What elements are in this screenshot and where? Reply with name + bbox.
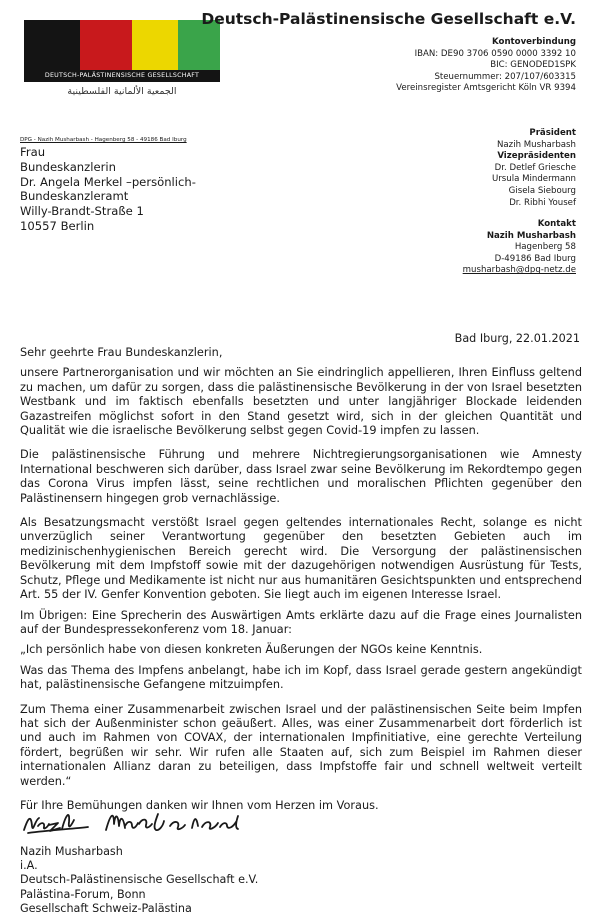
- vice-president: Dr. Ribhi Yousef: [509, 197, 576, 208]
- closing-block: [20, 845, 258, 916]
- body-paragraph: Im Übrigen: Eine Sprecherin des Auswärtigen Amts erklärte dazu auf die Frage eines Journalisten auf der Bundespressekonferenz vom 18. Januar:: [20, 608, 582, 636]
- organization-logo: [24, 20, 220, 82]
- logo-bar-text: DEUTSCH-PALÄSTINENSISCHE GESELLSCHAFT: [24, 70, 220, 82]
- handwritten-signature: [22, 806, 252, 840]
- signer-organization: Deutsch-Palästinensische Gesellschaft e.V.: [20, 873, 259, 887]
- vice-presidents-heading: Vizepräsidenten: [497, 151, 576, 162]
- recipient-line: Frau: [20, 145, 46, 159]
- vice-president: Ursula Mindermann: [491, 174, 576, 185]
- bank-iban: IBAN: DE90 3706 0590 0000 3392 10: [414, 48, 576, 59]
- body-paragraph: Als Besatzungsmacht verstößt Israel gegen geltendes internationales Recht, solange es nicht unverzüglich seiner Verantwortung gegenüber den besetzten Gebieten auch im medizinischenhygienischen Bereich gerecht wird. Die Versorgung der palästinensischen Bevölkerung mit dem Impfstoff sowie mit der dazugehörigen notwendigen Ausrüstung für Tests, Schutz, Pflege und Medikamente ist nicht nur aus humanitären Gesichtspunkten und entsprechend Art. 55 der IV. Genfer Konvention geboten. Sie liegt auch im eigenen Interesse Israel.: [20, 516, 582, 602]
- signer-ia: i.A.: [20, 859, 38, 873]
- recipient-line: Willy-Brandt-Straße 1: [20, 204, 144, 219]
- signer-organization: Palästina-Forum, Bonn: [20, 887, 146, 901]
- recipient-line: 10557 Berlin: [20, 218, 95, 233]
- contact-street: Hagenberg 58: [514, 242, 576, 253]
- quote-paragraph: Was das Thema des Impfens anbelangt, habe ich im Kopf, dass Israel gerade gestern angekündigt hat, palästinensische Gefangene mitzuimpfen.: [20, 663, 582, 692]
- signer-organization: Gesellschaft Schweiz-Palästina: [20, 901, 192, 915]
- president-heading: Präsident: [529, 128, 576, 138]
- association-register: Vereinsregister Amtsgericht Köln VR 9394: [396, 83, 576, 94]
- quote-paragraph: „Ich persönlich habe von diesen konkreten Äußerungen der NGOs keine Kenntnis.: [20, 643, 483, 657]
- contact-heading: Kontakt: [537, 219, 576, 229]
- board-members: [492, 128, 576, 209]
- letter-date: Bad Iburg, 22.01.2021: [454, 332, 580, 345]
- recipient-line: Dr. Angela Merkel –persönlich-: [20, 174, 196, 189]
- organization-title: Deutsch-Palästinensische Gesellschaft e.V.: [201, 10, 576, 28]
- closing-sentence: Für Ihre Bemühungen danken wir Ihnen vom Herzen im Voraus.: [20, 798, 379, 812]
- vice-president: Dr. Detlef Griesche: [494, 162, 576, 173]
- logo-arabic-text: الجمعية الألمانية الفلسطينية: [67, 86, 177, 97]
- recipient-line: Bundeskanzlerin: [20, 159, 116, 174]
- body-paragraph: unsere Partnerorganisation und wir möchten an Sie eindringlich appellieren, Ihren Einfluss geltend zu machen, um dafür zu sorgen, dass die palästinensische Bevölkerung in der von Israel besetzten Westbank und im faktisch ebenfalls besetzten und unter langjähriger Blockade leidenden Gazastreifen möglichst sofort in den Stand gesetzt wird, sich in der gleichen Quantität und Qualität wie die israelische Bevölkerung selbst gegen Covid-19 impfen zu lassen.: [20, 366, 582, 438]
- president-name: Nazih Musharbash: [496, 139, 576, 150]
- bank-heading: Kontoverbindung: [492, 37, 576, 47]
- sender-return-line: DPG - Nazih Musharbash - Hagenberg 58 - 49186 Bad Iburg: [20, 137, 187, 143]
- letter-body: [20, 346, 582, 823]
- salutation: Sehr geehrte Frau Bundeskanzlerin,: [20, 346, 223, 359]
- contact-details: [463, 219, 576, 277]
- signer-name: Nazih Musharbash: [20, 845, 123, 858]
- recipient-address: [20, 145, 196, 234]
- quote-paragraph: Zum Thema einer Zusammenarbeit zwischen Israel und der palästinensischen Seite beim Impfen hat sich der Außenminister schon geäußert. Alles, was einer Zusammenarbeit dort förderlich ist und auch im Rahmen von COVAX, der internationalen Impfinitiative, eine gerechte Verteilung fördert, begrüßen wir sehr. Wir rufen alle Staaten auf, sich zum Beispiel im Rahmen dieser internationalen Allianz daran zu beteiligen, dass Impfstoffe fair und schnell weltweit verteilt werden.“: [20, 702, 582, 788]
- bank-details: [396, 37, 576, 95]
- recipient-line: Bundeskanzleramt: [20, 189, 129, 204]
- contact-email-link[interactable]: musharbash@dpg-netz.de: [462, 265, 576, 276]
- vice-president: Gisela Siebourg: [508, 185, 576, 196]
- bank-bic: BIC: GENODED1SPK: [490, 60, 576, 71]
- tax-number: Steuernummer: 207/107/603315: [434, 71, 576, 82]
- contact-city: D-49186 Bad Iburg: [494, 253, 576, 264]
- contact-name: Nazih Musharbash: [486, 230, 576, 241]
- body-paragraph: Die palästinensische Führung und mehrere Nichtregierungsorganisationen wie Amnesty International beschweren sich darüber, dass Israel zwar seine Bevölkerung im Rekordtempo gegen das Corona Virus impfen lässt, seine rechtlichen und moralischen Pflichten gegenüber den Palästinensern hingegen grob vernachlässige.: [20, 448, 582, 505]
